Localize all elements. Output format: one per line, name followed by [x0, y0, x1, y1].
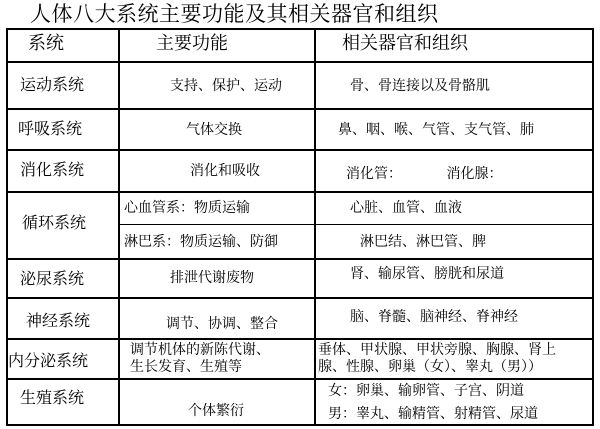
- row-divider: [6, 191, 594, 193]
- table-border-bottom: [6, 424, 594, 426]
- function-text: 调节、协调、整合: [166, 316, 278, 332]
- organs-text: 骨、骨连接以及骨骼肌: [350, 78, 490, 94]
- column-divider: [118, 28, 120, 426]
- function-text: 排泄代谢废物: [170, 270, 254, 286]
- sub-row-divider: [118, 224, 594, 225]
- system-name: 呼吸系统: [18, 119, 83, 138]
- table-border-top: [6, 28, 594, 30]
- system-name: 泌尿系统: [20, 269, 85, 288]
- function-text: 淋巴系：物质运输、防御: [124, 234, 278, 250]
- row-divider: [6, 297, 594, 299]
- row-divider: [6, 338, 594, 340]
- header-organs: 相关器官和组织: [342, 33, 468, 54]
- organs-text-line: 女：卵巢、输卵管、子宫、阴道: [328, 383, 524, 399]
- row-divider: [6, 149, 594, 151]
- organs-text-line: 垂体、甲状腺、甲状旁腺、胸腺、肾上: [318, 342, 556, 358]
- organs-text: 心脏、血管、血液: [350, 200, 462, 216]
- row-divider: [6, 108, 594, 110]
- organs-text: 淋巴结、淋巴管、脾: [360, 234, 486, 250]
- header-system: 系统: [28, 33, 64, 54]
- header-function: 主要功能: [156, 33, 228, 54]
- system-name: 神经系统: [26, 311, 91, 330]
- table-border-right: [592, 28, 594, 426]
- function-text: 个体繁衍: [188, 403, 244, 419]
- function-text: 消化和吸收: [190, 163, 260, 179]
- function-text-line: 生长发育、生殖等: [130, 359, 242, 375]
- row-divider: [6, 378, 594, 380]
- organs-text: 脑、脊髓、脑神经、脊神经: [350, 309, 518, 325]
- function-text: 气体交换: [186, 122, 242, 138]
- system-name: 内分泌系统: [8, 351, 89, 370]
- organs-text-line: 男：睾丸、输精管、射精管、尿道: [328, 406, 538, 422]
- systems-table: [6, 28, 594, 426]
- column-divider: [314, 28, 316, 426]
- system-name: 循环系统: [22, 213, 87, 232]
- page-title: 人体八大系统主要功能及其相关器官和组织: [30, 2, 439, 26]
- row-divider: [6, 61, 594, 63]
- function-text: 心血管系：物质运输: [124, 200, 250, 216]
- organs-text: 鼻、咽、喉、气管、支气管、肺: [338, 122, 534, 138]
- organs-text: 消化管： 消化腺：: [346, 166, 503, 182]
- system-name: 生殖系统: [20, 388, 85, 407]
- system-name: 运动系统: [20, 75, 85, 94]
- system-name: 消化系统: [20, 160, 85, 179]
- function-text-line: 调节机体的新陈代谢、: [130, 342, 270, 358]
- function-text: 支持、保护、运动: [170, 78, 282, 94]
- organs-text: 肾、输尿管、膀胱和尿道: [350, 266, 504, 282]
- row-divider: [6, 258, 594, 260]
- organs-text-line: 腺、性腺、卵巢（女）、睾丸（男））: [318, 359, 542, 375]
